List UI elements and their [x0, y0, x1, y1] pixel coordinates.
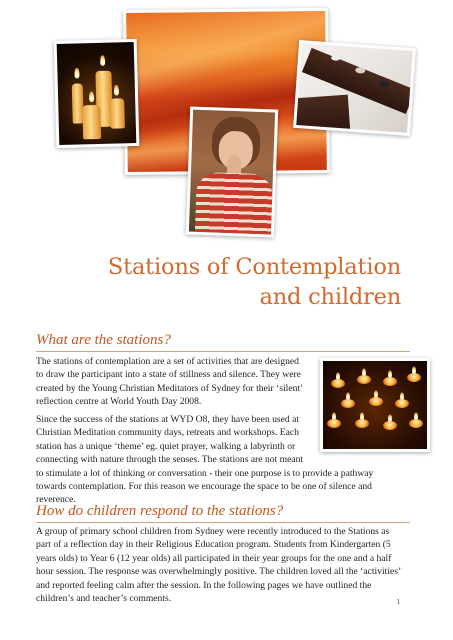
title-line-2: and children: [259, 284, 401, 310]
praying-girl-photo: [186, 107, 278, 238]
text-line: connecting with nature through the senses. The stations are not meant: [36, 454, 304, 466]
text-line: towards contemplation. For this reason we encourage the space to be one of silence and: [36, 481, 372, 493]
page-number: 1: [396, 598, 400, 606]
text-line: Christian Meditation community days, retreats and workshops. Each: [36, 427, 299, 439]
text-line: Since the success of the stations at WYD O8, they have been used at: [36, 414, 300, 425]
paragraph-stations-history: [36, 413, 373, 507]
stones-tray-photo: [293, 40, 416, 136]
text-line: A group of primary school children from Sydney were recently introduced to the Stations as: [36, 526, 390, 537]
section-heading-how: How do children respond to the stations?: [36, 503, 284, 519]
section-divider: [36, 522, 410, 523]
text-line: part of a reflection day in their Religious Education program. Students from Kindergarten (5: [36, 539, 391, 551]
section-divider: [36, 351, 410, 352]
candles-photo: [54, 39, 140, 148]
paragraph-stations-intro: [36, 355, 303, 409]
page-title: [108, 252, 401, 312]
paragraph-children-response: [36, 525, 401, 605]
text-line: reflection centre at World Youth Day 2008.: [36, 396, 202, 408]
text-line: and reported feeling calm after the session. In the following pages we have outlined the: [36, 579, 372, 591]
text-line: The stations of contemplation are a set of activities that are designed: [36, 356, 299, 367]
text-line: hour session. The response was overwhelmingly positive. The children loved all the ‘activities’: [36, 566, 402, 578]
text-line: reverence.: [36, 494, 76, 506]
text-line: to stimulate a lot of thinking or conversation - their one purpose is to provide a pathway: [36, 467, 374, 479]
text-line: created by the Young Christian Meditators of Sydney for their ‘silent’: [36, 382, 304, 394]
title-line-1: Stations of Contemplation: [107, 254, 401, 280]
text-line: station has a unique ‘theme’ eg. quiet prayer, walking a labyrinth or: [36, 440, 296, 452]
text-line: to draw the participant into a state of stillness and silence. They were: [36, 369, 301, 381]
section-heading-what: What are the stations?: [36, 332, 171, 348]
text-line: children’s and teacher’s comments.: [36, 593, 172, 605]
text-line: years olds) to Year 6 (12 year olds) all participated in their year groups for the one and a half: [36, 552, 392, 564]
